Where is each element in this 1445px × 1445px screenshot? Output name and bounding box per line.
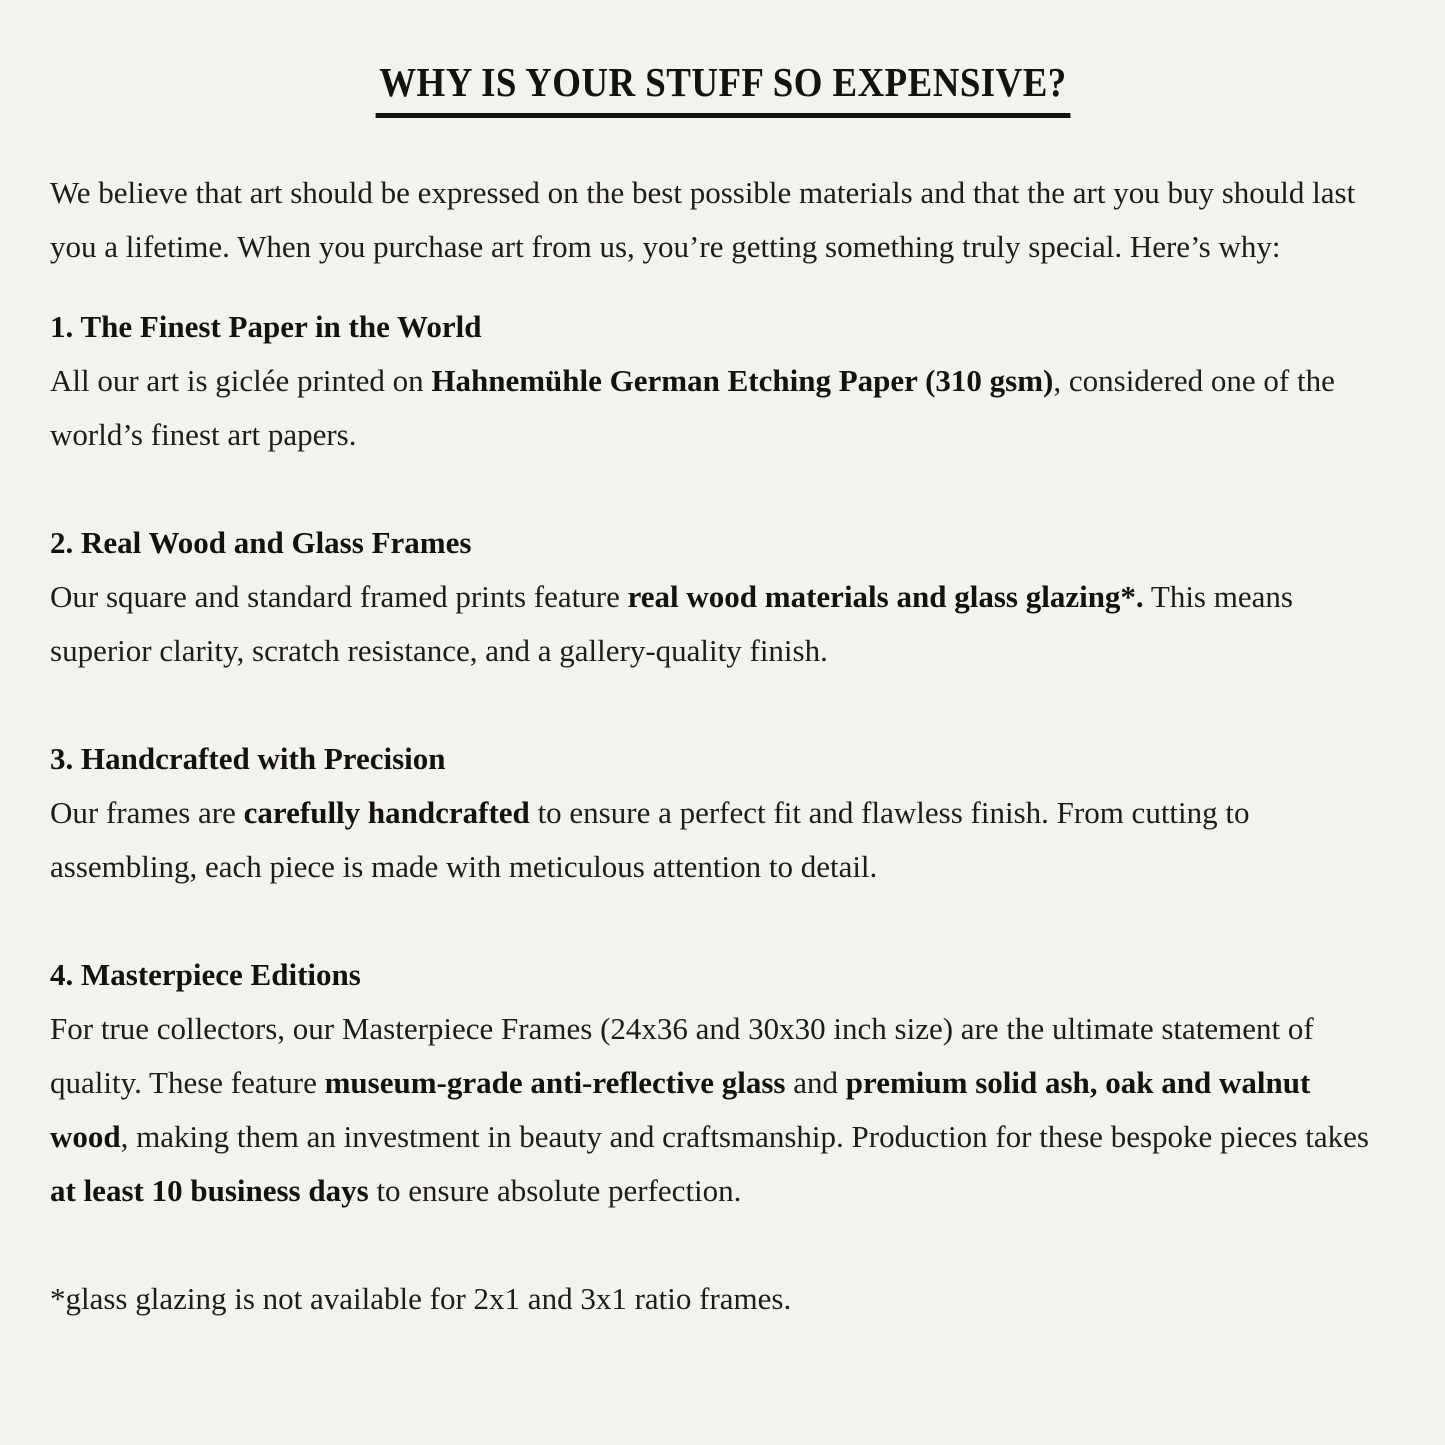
intro-paragraph: We believe that art should be expressed on the best possible materials and that the art you buy should last you a lifetime. When you purchase art from us, you’re getting something truly special. Here’s why: [50, 175, 1356, 264]
section-heading-masterpiece-editions: 4. Masterpiece Editions [50, 957, 361, 992]
footnote: *glass glazing is not available for 2x1 and 3x1 ratio frames. [50, 1281, 792, 1316]
section-wood-glass-frames [50, 516, 1395, 678]
section-handcrafted [50, 732, 1395, 894]
section-finest-paper [50, 300, 1395, 462]
section-paragraph-finest-paper: All our art is giclée printed on Hahnemühle German Etching Paper (310 gsm), considered one of the world’s finest art papers. [50, 363, 1335, 452]
section-masterpiece-editions [50, 948, 1395, 1218]
section-paragraph-masterpiece-editions: For true collectors, our Masterpiece Frames (24x36 and 30x30 inch size) are the ultimate statement of quality. These feature museum-grade anti-reflective glass and premium solid ash, oak and walnut wood, making them an investment in beauty and craftsmanship. Production for these bespoke pieces takes at least 10 business days to ensure absolute perfection. [50, 1011, 1369, 1208]
section-heading-finest-paper: 1. The Finest Paper in the World [50, 309, 482, 344]
section-paragraph-wood-glass-frames: Our square and standard framed prints feature real wood materials and glass glazing*. This means superior clarity, scratch resistance, and a gallery-quality finish. [50, 579, 1293, 668]
page-title: WHY IS YOUR STUFF SO EXPENSIVE? [375, 58, 1070, 118]
section-heading-wood-glass-frames: 2. Real Wood and Glass Frames [50, 525, 472, 560]
section-heading-handcrafted: 3. Handcrafted with Precision [50, 741, 446, 776]
page-header [50, 58, 1395, 118]
section-paragraph-handcrafted: Our frames are carefully handcrafted to ensure a perfect fit and flawless finish. From cutting to assembling, each piece is made with meticulous attention to detail. [50, 795, 1250, 884]
